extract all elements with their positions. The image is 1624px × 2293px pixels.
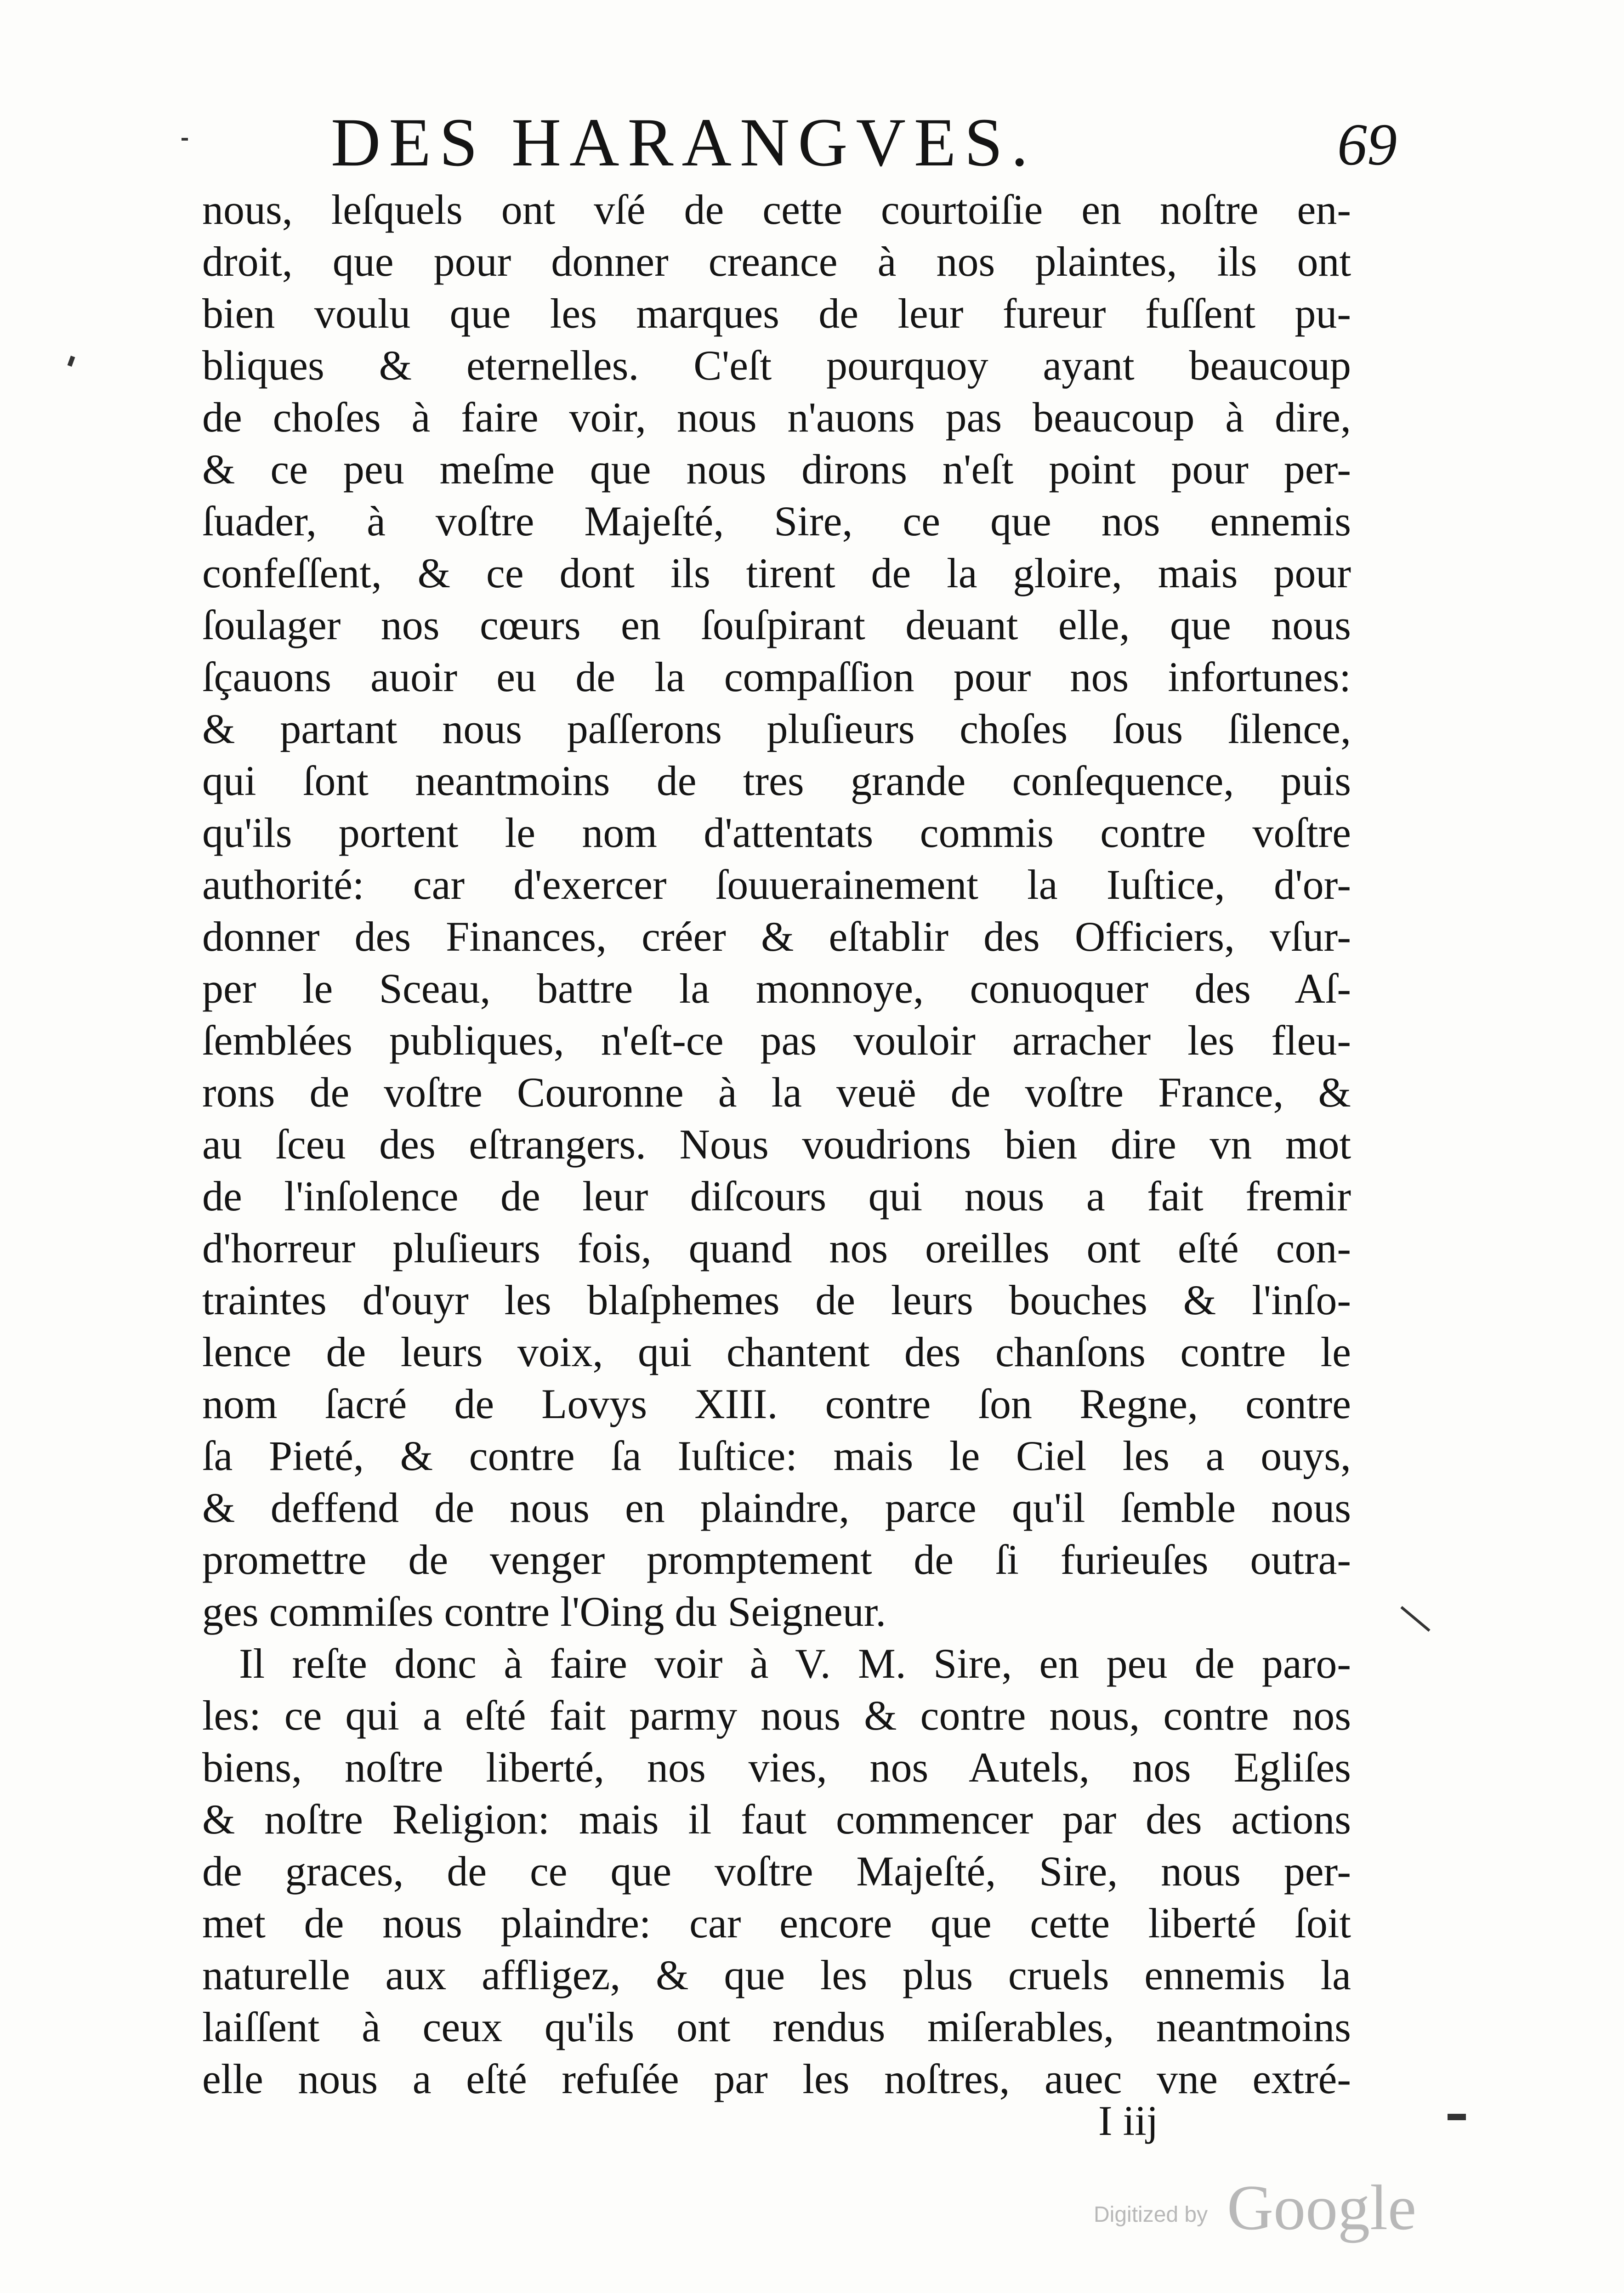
text-line: confeſſent, & ce dont ils tirent de la gloire, mais pour [202, 550, 1351, 596]
text-line: biens, noſtre liberté, nos vies, nos Autels, nos Egliſes [202, 1744, 1351, 1791]
text-line: promettre de venger promptement de ſi furieuſes outra- [202, 1536, 1351, 1583]
margin-speck [1448, 2114, 1466, 2120]
text-line: per le Sceau, battre la monnoye, conuoquer des Aſ- [202, 965, 1351, 1012]
google-wordmark: Google [1227, 2172, 1417, 2243]
text-line: d'horreur pluſieurs fois, quand nos oreilles ont eſté con- [202, 1225, 1351, 1271]
text-line: les: ce qui a eſté fait parmy nous & contre nous, contre nos [202, 1692, 1351, 1739]
text-line: droit, que pour donner creance à nos plaintes, ils ont [202, 238, 1351, 285]
text-line: bliques & eternelles. C'eſt pourquoy ayant beaucoup [202, 342, 1351, 389]
text-line: laiſſent à ceux qu'ils ont rendus miſerables, neantmoins [202, 2004, 1351, 2050]
text-line: Il reſte donc à faire voir à V. M. Sire, en peu de paro- [239, 1640, 1351, 1687]
margin-speck [182, 138, 188, 141]
text-line: de l'inſolence de leur diſcours qui nous a fait fremir [202, 1173, 1351, 1220]
text-line: nom ſacré de Lovys XIII. contre ſon Regne, contre [202, 1380, 1351, 1427]
text-line: & partant nous paſſerons pluſieurs choſes ſous ſilence, [202, 705, 1351, 752]
text-line: qui ſont neantmoins de tres grande conſequence, puis [202, 757, 1351, 804]
text-line: ſemblées publiques, n'eſt-ce pas vouloir arracher les fleu- [202, 1017, 1351, 1064]
text-line: au ſceu des eſtrangers. Nous voudrions bien dire vn mot [202, 1121, 1351, 1168]
signature-mark: I iij [1098, 2097, 1158, 2144]
text-line: & noſtre Religion: mais il faut commencer par des actions [202, 1796, 1351, 1843]
text-line: qu'ils portent le nom d'attentats commis contre voſtre [202, 809, 1351, 856]
text-line: ſoulager nos cœurs en ſouſpirant deuant elle, que nous [202, 602, 1351, 648]
text-line: ſuader, à voſtre Majeſté, Sire, ce que nos ennemis [202, 498, 1351, 545]
text-line: authorité: car d'exercer ſouuerainement la Iuſtice, d'or- [202, 861, 1351, 908]
text-line: ges commiſes contre l'Oing du Seigneur. [202, 1588, 886, 1635]
text-line: & deffend de nous en plaindre, parce qu'il ſemble nous [202, 1484, 1351, 1531]
text-line: met de nous plaindre: car encore que cette liberté ſoit [202, 1900, 1351, 1947]
margin-speck [68, 356, 75, 367]
text-line: donner des Finances, créer & eſtablir des Officiers, vſur- [202, 913, 1351, 960]
page-number: 69 [1337, 112, 1397, 178]
text-line: traintes d'ouyr les blaſphemes de leurs bouches & l'inſo- [202, 1277, 1351, 1323]
digitized-watermark [1094, 2169, 1452, 2242]
text-line: rons de voſtre Couronne à la veuë de voſtre France, & [202, 1069, 1351, 1116]
text-line: nous, leſquels ont vſé de cette courtoiſie en noſtre en- [202, 186, 1351, 233]
text-line: bien voulu que les marques de leur fureur fuſſent pu- [202, 290, 1351, 337]
running-head [312, 96, 1397, 188]
body-text [202, 184, 1351, 2105]
text-line: & ce peu meſme que nous dirons n'eſt point pour per- [202, 446, 1351, 493]
text-line: elle nous a eſté refuſée par les noſtres, auec vne extré- [202, 2055, 1351, 2102]
text-line: lence de leurs voix, qui chantent des chanſons contre le [202, 1328, 1351, 1375]
running-title: DES HARANGVES. [331, 104, 1037, 181]
text-line: ſçauons auoir eu de la compaſſion pour nos infortunes: [202, 653, 1351, 700]
text-line: de choſes à faire voir, nous n'auons pas beaucoup à dire, [202, 394, 1351, 441]
text-line: ſa Pieté, & contre ſa Iuſtice: mais le Ciel les a ouys, [202, 1432, 1351, 1479]
digitized-by-text: Digitized by [1094, 2202, 1208, 2227]
margin-speck [1400, 1606, 1430, 1632]
text-line: de graces, de ce que voſtre Majeſté, Sire, nous per- [202, 1848, 1351, 1895]
text-line: naturelle aux affligez, & que les plus cruels ennemis la [202, 1952, 1351, 1998]
